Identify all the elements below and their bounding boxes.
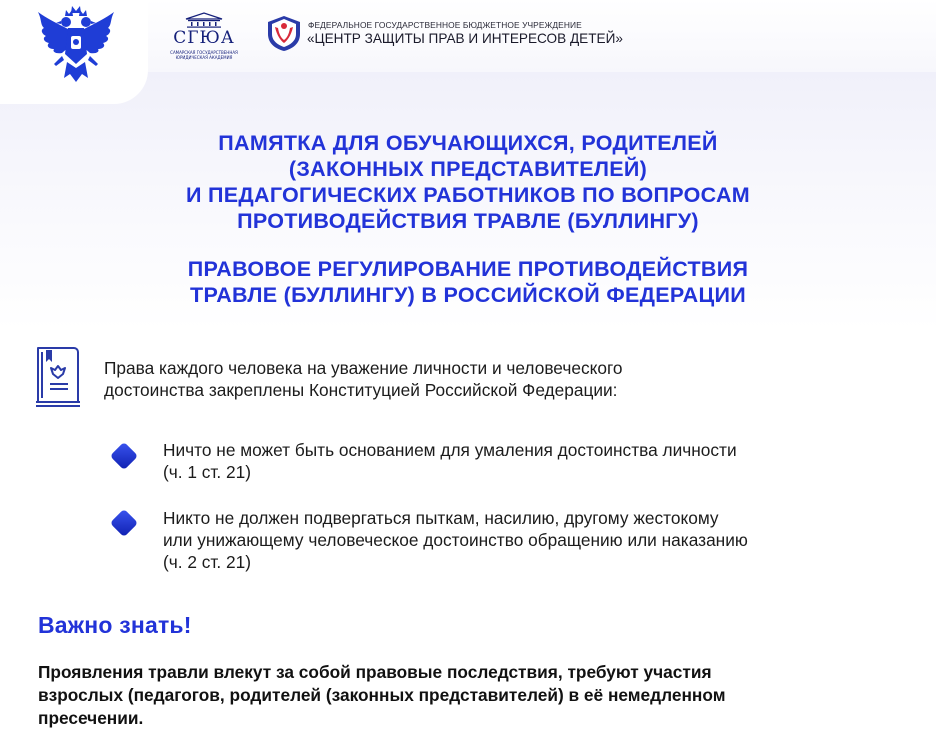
important-line: взрослых (педагогов, родителей (законных представителей) в её немедленном (38, 685, 726, 705)
title-line: И ПЕДАГОГИЧЕСКИХ РАБОТНИКОВ ПО ВОПРОСАМ (185, 183, 751, 207)
sgua-logo-text: СГЮА (173, 28, 235, 48)
important-text (38, 661, 878, 730)
sgua-logo-subtitle: САМАРСКАЯ ГОСУДАРСТВЕННАЯ ЮРИДИЧЕСКАЯ АКАДЕМИЯ (170, 50, 238, 60)
important-heading: Важно знать! (38, 612, 192, 638)
bullet-text (163, 507, 863, 573)
child-rights-center-logo-icon (266, 14, 302, 52)
subtitle-line: ТРАВЛЕ (БУЛЛИНГУ) В РОССИЙСКОЙ ФЕДЕРАЦИИ (190, 283, 746, 307)
important-line: Проявления травли влекут за собой правовые последствия, требуют участия (38, 662, 712, 682)
title-line: (ЗАКОННЫХ ПРЕДСТАВИТЕЛЕЙ) (288, 157, 648, 181)
org-type: ФЕДЕРАЛЬНОЕ ГОСУДАРСТВЕННОЕ БЮДЖЕТНОЕ УЧРЕЖДЕНИЕ (308, 20, 582, 30)
title-line: ПАМЯТКА ДЛЯ ОБУЧАЮЩИХСЯ, РОДИТЕЛЕЙ (218, 131, 718, 155)
bullet-line: (ч. 2 ст. 21) (163, 552, 251, 572)
bullet-line: Ничто не может быть основанием для умаления достоинства личности (163, 440, 737, 460)
diamond-bullet-icon (108, 507, 140, 539)
building-icon (184, 12, 224, 28)
page-title (90, 130, 846, 234)
intro-text (104, 357, 784, 401)
important-line: пресечении. (38, 708, 144, 728)
bullet-line: или унижающему человеческое достоинство обращению или наказанию (163, 530, 748, 550)
bullet-line: (ч. 1 ст. 21) (163, 462, 251, 482)
double-headed-eagle-icon (36, 6, 116, 90)
diamond-bullet-icon (108, 440, 140, 472)
intro-line: достоинства закреплены Конституцией Российской Федерации: (104, 380, 618, 400)
title-line: ПРОТИВОДЕЙСТВИЯ ТРАВЛЕ (БУЛЛИНГУ) (237, 209, 699, 233)
intro-line: Права каждого человека на уважение личности и человеческого (104, 358, 623, 378)
constitution-document-icon (34, 344, 84, 408)
sgua-logo (170, 12, 238, 62)
bullet-text (163, 439, 863, 483)
bullet-line: Никто не должен подвергаться пыткам, насилию, другому жестокому (163, 508, 719, 528)
page-subtitle (90, 256, 846, 308)
subtitle-line: ПРАВОВОЕ РЕГУЛИРОВАНИЕ ПРОТИВОДЕЙСТВИЯ (187, 257, 749, 281)
org-name: «ЦЕНТР ЗАЩИТЫ ПРАВ И ИНТЕРЕСОВ ДЕТЕЙ» (307, 31, 623, 46)
